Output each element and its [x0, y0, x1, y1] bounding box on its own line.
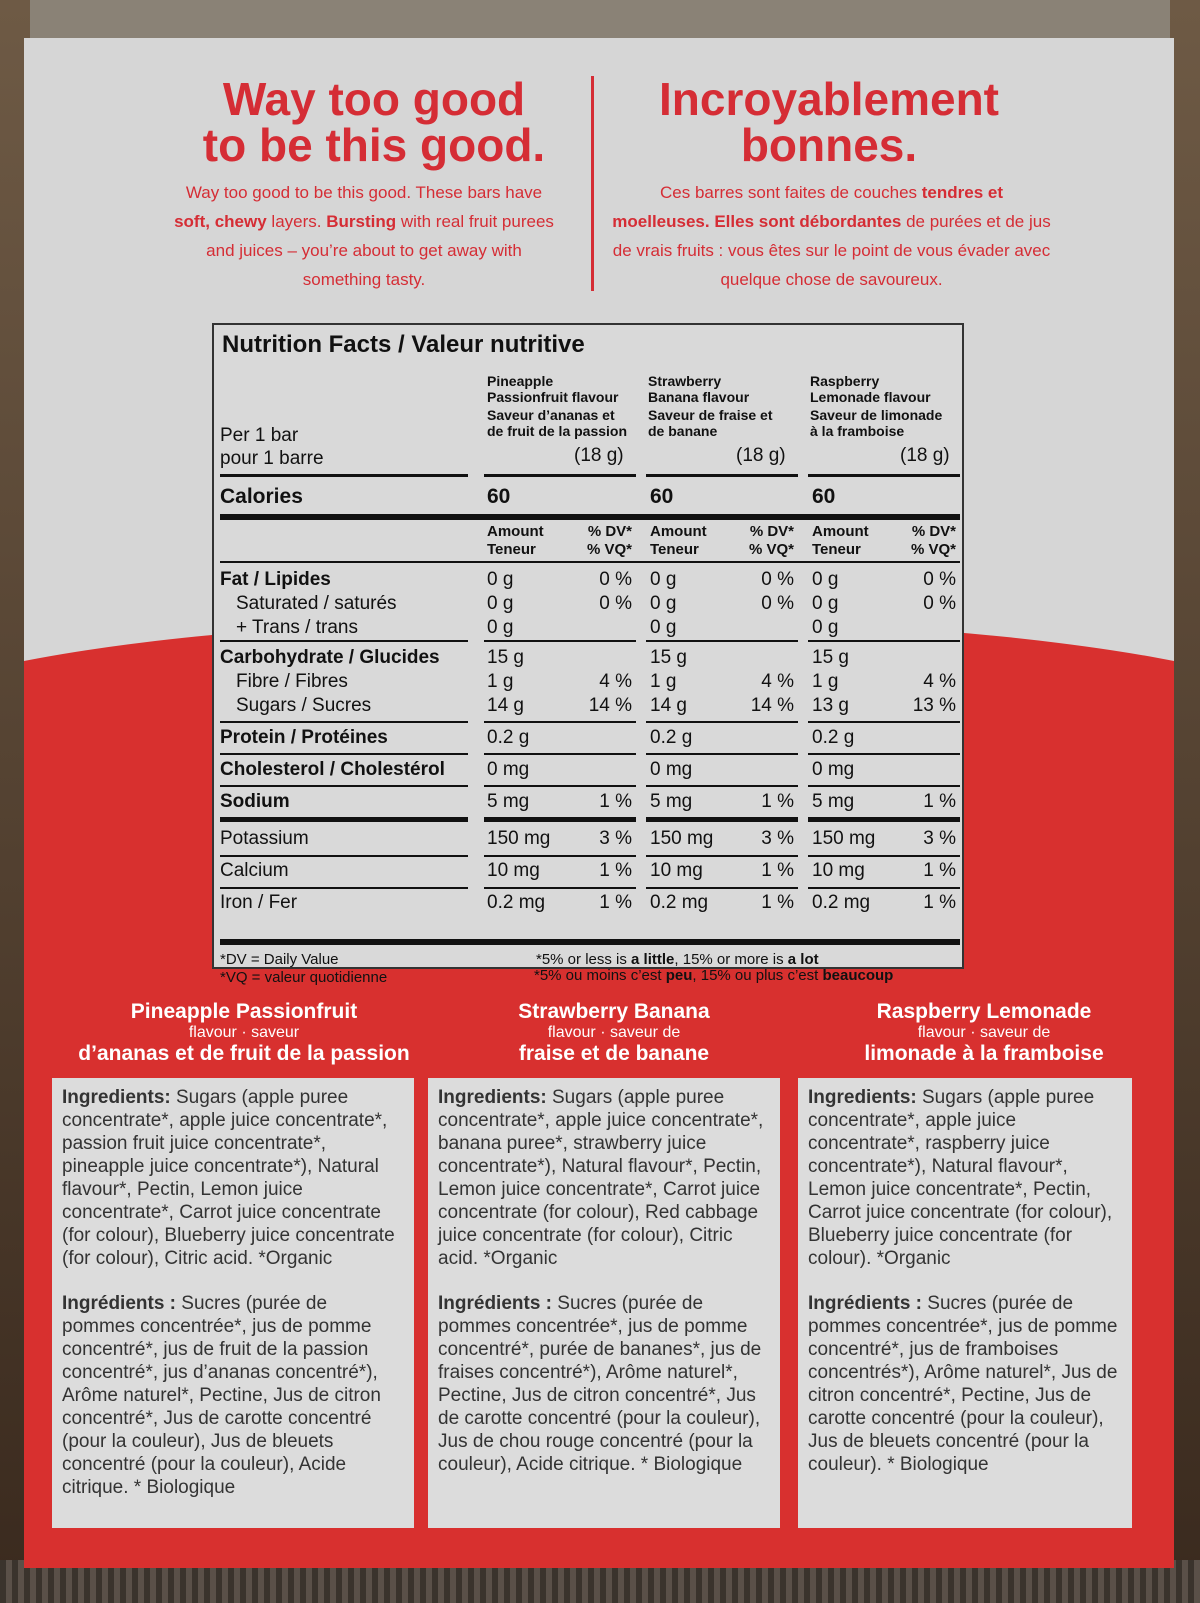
nutrient-amount: 0.2 g [812, 727, 855, 748]
nutrient-amount: 14 g [650, 695, 687, 716]
nutrient-dv: 4 % [599, 671, 632, 692]
flavour-1-name: Pineapple Passionfruit [130, 1000, 358, 1023]
rule [220, 474, 468, 477]
nutrient-label: Cholesterol / Cholestérol [220, 759, 445, 780]
nutrient-amount: 0 g [812, 617, 839, 638]
nutrient-amount: 0.2 g [650, 727, 693, 748]
flavour-1-fr: d’ananas et de fruit de la passion [78, 1042, 410, 1065]
nutrient-amount: 13 g [812, 695, 849, 716]
rule [646, 640, 798, 642]
rule [646, 474, 798, 477]
rule [484, 474, 636, 477]
nutrient-dv: 0 % [923, 593, 956, 614]
col-1-name-en: Pineapple Passionfruit flavour [487, 373, 619, 405]
per-serving-fr: pour 1 barre [220, 448, 324, 469]
nutrient-label: Protein / Protéines [220, 727, 388, 748]
nutrient-amount: 14 g [487, 695, 524, 716]
footnote-dv: *DV = Daily Value *VQ = valeur quotidienne [220, 951, 388, 986]
rule [646, 887, 798, 889]
nutrient-label: Fibre / Fibres [236, 671, 348, 692]
rule [484, 817, 636, 822]
flavour-2-name: Strawberry Banana [518, 1000, 710, 1023]
rule [808, 721, 960, 723]
nutrient-amount: 1 g [812, 671, 839, 692]
rule [220, 785, 468, 787]
rule [220, 721, 468, 723]
rule [484, 753, 636, 755]
ingredients-en: Ingredients: Sugars (apple puree concentrate*, apple juice concentrate*, banana puree*, strawberry juice concentrate*), Natural flavour*, Pectin, Lemon juice concentrate*, Carrot juice concentrate (for colour), Red cabbage juice concentrate (for colour), Citric acid. *Organic [438, 1087, 764, 1269]
nutrient-amount: 15 g [812, 647, 849, 668]
rule [646, 785, 798, 787]
nutrient-amount: 5 mg [650, 791, 693, 812]
rule [646, 817, 798, 822]
rule [808, 817, 960, 822]
nutrient-label: Sodium [220, 791, 290, 812]
rule [808, 855, 960, 857]
nutrient-label: Potassium [220, 828, 309, 849]
nutrient-dv: 1 % [923, 892, 956, 913]
nutrient-amount: 5 mg [812, 791, 855, 812]
col-2-serving: (18 g) [736, 445, 786, 466]
nutrient-amount: 5 mg [487, 791, 530, 812]
nutrient-label: + Trans / trans [236, 617, 358, 638]
nutrient-amount: 0 mg [487, 759, 530, 780]
rule [484, 887, 636, 889]
nutrient-amount: 0.2 mg [487, 892, 546, 913]
ingredients-fr: Ingrédients : Sucres (purée de pommes concentrée*, jus de pomme concentré*, jus de framboises concentrés*), Arôme naturel*, Jus de citron concentré*, Pectine, Jus de carotte concentré (pour la couleur), Jus de bleuets concentré (pour la couleur). * Biologique [808, 1293, 1118, 1475]
nutrient-dv: 1 % [761, 860, 794, 881]
tagline-en-title: Way too good to be this good. [202, 73, 546, 171]
col-1-dv-header: % DV* % VQ* [586, 523, 632, 558]
nutrient-amount: 0 g [650, 593, 677, 614]
ingredients-box-2 [428, 1078, 780, 1528]
col-1-amount-header: Amount Teneur [487, 523, 544, 558]
flavour-2-sub: flavour · saveur de [547, 1024, 681, 1041]
col-1-serving: (18 g) [574, 445, 624, 466]
nutrient-dv: 1 % [923, 860, 956, 881]
rule [484, 640, 636, 642]
nutrient-amount: 0 g [650, 569, 677, 590]
rule [220, 855, 468, 857]
col-3-name-fr: Saveur de limonade à la framboise [810, 407, 943, 439]
nutrient-amount: 0 g [487, 617, 514, 638]
rule [808, 785, 960, 787]
nutrient-amount: 0 g [487, 569, 514, 590]
rule [646, 855, 798, 857]
nutrient-dv: 13 % [912, 695, 956, 716]
product-box-back [24, 38, 1174, 1568]
nutrient-dv: 0 % [761, 569, 794, 590]
nutrient-dv: 4 % [923, 671, 956, 692]
nutrient-label: Fat / Lipides [220, 569, 331, 590]
flavour-1-heading [54, 1000, 434, 1066]
ingredients-box-3 [798, 1078, 1132, 1528]
nutrient-label: Carbohydrate / Glucides [220, 647, 440, 668]
rule [808, 753, 960, 755]
col-1-name-fr: Saveur d’ananas et de fruit de la passion [487, 407, 628, 439]
nutrient-amount: 15 g [487, 647, 524, 668]
nutrient-dv: 1 % [599, 892, 632, 913]
rule [808, 474, 960, 477]
nutrition-title: Nutrition Facts / Valeur nutritive [222, 331, 585, 358]
flavour-3-name: Raspberry Lemonade [876, 1000, 1092, 1023]
rule [808, 640, 960, 642]
rule [484, 785, 636, 787]
flavour-3-fr: limonade à la framboise [864, 1042, 1104, 1065]
flavour-2-fr: fraise et de banane [518, 1042, 710, 1065]
nutrient-label: Saturated / saturés [236, 593, 397, 614]
nutrient-amount: 0.2 mg [812, 892, 871, 913]
col-3-calories: 60 [812, 485, 836, 508]
nutrient-dv: 4 % [761, 671, 794, 692]
rule [646, 753, 798, 755]
ingredients-en: Ingredients: Sugars (apple puree concentrate*, apple juice concentrate*, raspberry juice concentrate*), Natural flavour*, Lemon juice concentrate*, Pectin, Carrot juice concentrate (for colour), Blueberry juice concentrate (for colour). *Organic [808, 1087, 1113, 1269]
rule [220, 561, 960, 563]
nutrient-dv: 14 % [750, 695, 794, 716]
nutrient-amount: 150 mg [812, 828, 876, 849]
nutrient-dv: 1 % [923, 791, 956, 812]
nutrient-dv: 0 % [761, 593, 794, 614]
nutrient-amount: 1 g [487, 671, 514, 692]
nutrient-amount: 150 mg [487, 828, 551, 849]
nutrient-label: Calcium [220, 860, 289, 881]
ingredients-box-1 [52, 1078, 414, 1528]
footnote-scale-en: *5% or less is a little, 15% or more is a lot [536, 951, 819, 968]
footnote-scale-fr: *5% ou moins c’est peu, 15% ou plus c’est beaucoup [534, 967, 894, 984]
tagline-en-text: Way too good to be this good. These bars have soft, chewy layers. Bursting with real fruit purees and juices – you’re about to get away with something tasty. [174, 183, 554, 289]
flavour-1-sub: flavour · saveur [188, 1024, 300, 1041]
rule [646, 721, 798, 723]
col-3-serving: (18 g) [900, 445, 950, 466]
nutrient-dv: 3 % [761, 828, 794, 849]
nutrient-amount: 0 g [812, 593, 839, 614]
col-3-dv-header: % DV* % VQ* [910, 523, 956, 558]
rule [808, 887, 960, 889]
col-2-name-fr: Saveur de fraise et de banane [648, 407, 773, 439]
nutrient-amount: 1 g [650, 671, 677, 692]
ingredients-fr: Ingrédients : Sucres (purée de pommes concentrée*, jus de pomme concentré*, purée de bananes*, jus de fraises concentré*), Arôme naturel*, Pectine, Jus de citron concentré*, Jus de carotte concentré (pour la couleur), Jus de chou rouge concentré (pour la couleur), Acide citrique. * Biologique [438, 1293, 762, 1475]
nutrient-amount: 10 mg [812, 860, 865, 881]
tagline-divider [591, 76, 594, 291]
ingredients-fr: Ingrédients : Sucres (purée de pommes concentrée*, jus de pomme concentré*, jus de fruit de la passion concentré*, jus d’ananas concentré*), Arôme naturel*, Pectine, Jus de citron concentré*, Jus de carotte concentré (pour la couleur), Jus de bleuets concentré (pour la couleur), Acide citrique. * Biologique [62, 1293, 381, 1498]
calories-label: Calories [220, 485, 303, 508]
col-3-amount-header: Amount Teneur [812, 523, 869, 558]
col-3-name-en: Raspberry Lemonade flavour [810, 373, 931, 405]
per-serving-en: Per 1 bar [220, 425, 299, 446]
nutrient-dv: 1 % [761, 892, 794, 913]
background-right [1170, 0, 1200, 1603]
nutrient-dv: 0 % [599, 569, 632, 590]
nutrient-amount: 0 g [650, 617, 677, 638]
nutrient-dv: 1 % [599, 860, 632, 881]
col-2-dv-header: % DV* % VQ* [748, 523, 794, 558]
flavour-3-heading [794, 1000, 1174, 1066]
col-1-calories: 60 [487, 485, 511, 508]
rule [220, 817, 468, 822]
nutrient-amount: 10 mg [487, 860, 540, 881]
nutrient-dv: 1 % [599, 791, 632, 812]
tagline-fr-title: Incroyablement bonnes. [659, 73, 999, 171]
nutrient-dv: 0 % [599, 593, 632, 614]
rule [484, 855, 636, 857]
thick-rule [220, 514, 960, 520]
thick-rule [220, 939, 960, 945]
nutrient-amount: 0.2 g [487, 727, 530, 748]
ingredients-en: Ingredients: Sugars (apple puree concentrate*, apple juice concentrate*, passion fruit juice concentrate*, pineapple juice concentrate*), Natural flavour*, Pectin, Lemon juice concentrate*, Carrot juice concentrate (for colour), Blueberry juice concentrate (for colour), Citric acid. *Organic [62, 1087, 395, 1269]
nutrient-dv: 0 % [923, 569, 956, 590]
nutrient-dv: 1 % [761, 791, 794, 812]
flavour-2-heading [424, 1000, 804, 1066]
rule [220, 887, 468, 889]
col-2-amount-header: Amount Teneur [650, 523, 707, 558]
col-2-calories: 60 [650, 485, 674, 508]
tagline-fr-text: Ces barres sont faites de couches tendres et moelleuses. Elles sont débordantes de purées et de jus de vrais fruits : vous êtes sur le point de vous évader avec quelque chose de savoureux. [612, 183, 1051, 289]
nutrient-amount: 0.2 mg [650, 892, 709, 913]
nutrient-amount: 15 g [650, 647, 687, 668]
nutrient-amount: 0 mg [650, 759, 693, 780]
nutrient-dv: 3 % [923, 828, 956, 849]
nutrient-label: Iron / Fer [220, 892, 298, 913]
col-2-name-en: Strawberry Banana flavour [648, 373, 750, 405]
nutrient-amount: 0 g [487, 593, 514, 614]
nutrient-dv: 3 % [599, 828, 632, 849]
rule [484, 721, 636, 723]
rule [220, 753, 468, 755]
nutrient-amount: 150 mg [650, 828, 714, 849]
nutrient-amount: 10 mg [650, 860, 703, 881]
rule [220, 640, 468, 642]
nutrient-dv: 14 % [588, 695, 632, 716]
flavour-3-sub: flavour · saveur de [917, 1024, 1051, 1041]
nutrient-label: Sugars / Sucres [236, 695, 372, 716]
nutrient-amount: 0 g [812, 569, 839, 590]
nutrient-amount: 0 mg [812, 759, 855, 780]
